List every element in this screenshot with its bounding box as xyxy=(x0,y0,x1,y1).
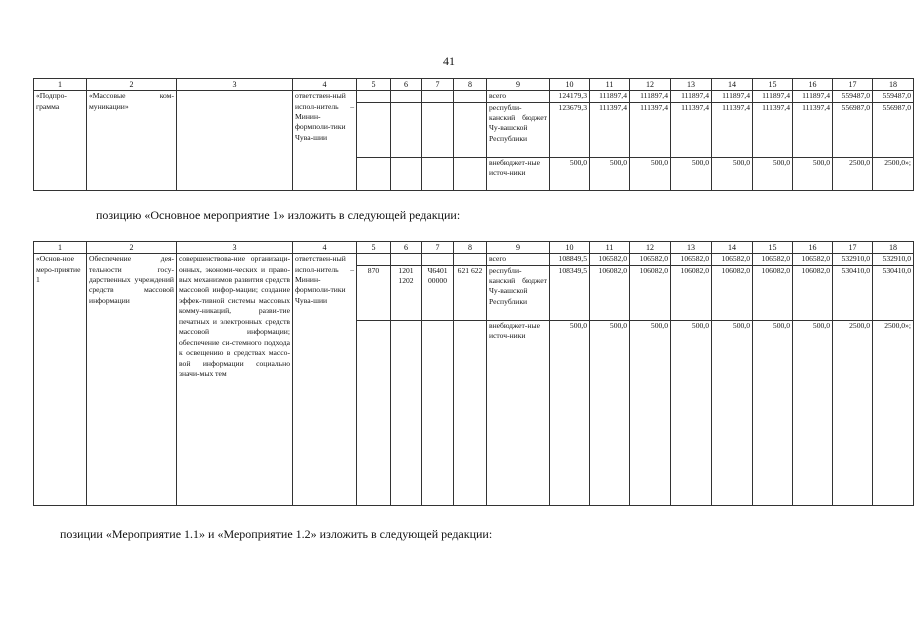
cell-goals: совершенствова-ние организаци-онных, экономи-ческих и право-вых механизмов развития средств массовой инфор-мации; создание эффек-тивной системы массовых комму-никаций, разви-тие печатных и электронных средств массовой информации; обеспечение си-стемного подхода к освещению в средствах массо-вой информации социально значи-мых тем xyxy=(177,254,293,505)
cell-value: 106082,0 xyxy=(712,265,753,320)
cell-value: 106582,0 xyxy=(753,254,793,265)
column-header-4: 4 xyxy=(293,242,357,254)
cell-value: 500,0 xyxy=(671,320,712,505)
cell-code-6 xyxy=(391,254,422,265)
column-header-11: 11 xyxy=(590,79,630,91)
cell-value: 500,0 xyxy=(550,320,590,505)
cell-value: 2500,0 xyxy=(833,320,873,505)
cell-value: 123679,3 xyxy=(550,102,590,157)
instruction-2: позиции «Мероприятие 1.1» и «Мероприятие 1.2» изложить в следующей редакции: xyxy=(60,527,493,541)
cell-value: 106082,0 xyxy=(590,265,630,320)
cell-name-2: Обеспечение дея-тельности госу-дарственных учреждений средств массовой информации xyxy=(87,254,177,505)
column-header-1: 1 xyxy=(34,79,87,91)
cell-value: 111897,4 xyxy=(671,91,712,102)
table-header-row xyxy=(34,79,914,91)
column-header-17: 17 xyxy=(833,79,873,91)
cell-value: 500,0 xyxy=(712,320,753,505)
column-header-16: 16 xyxy=(793,242,833,254)
column-header-10: 10 xyxy=(550,242,590,254)
cell-executor: ответствен-ный испол-нитель – Минин-формпoли-тики Чува-шии xyxy=(293,91,357,190)
cell-code-6 xyxy=(391,102,422,157)
cell-value: 500,0 xyxy=(793,157,833,190)
cell-value: 111897,4 xyxy=(753,91,793,102)
column-header-15: 15 xyxy=(753,79,793,91)
cell-code-7 xyxy=(422,102,454,157)
column-header-7: 7 xyxy=(422,242,454,254)
cell-value: 111397,4 xyxy=(712,102,753,157)
cell-value: 2500,0»; xyxy=(873,320,914,505)
column-header-12: 12 xyxy=(630,79,671,91)
table-main-event xyxy=(33,241,914,506)
cell-value: 500,0 xyxy=(753,157,793,190)
table-subprogram xyxy=(33,78,914,191)
cell-source: республи-канский бюджет Чу-вашской Республики xyxy=(487,265,550,320)
cell-value: 124179,3 xyxy=(550,91,590,102)
cell-value: 106582,0 xyxy=(590,254,630,265)
cell-goals xyxy=(177,91,293,190)
cell-code-8 xyxy=(454,157,487,190)
cell-value: 106082,0 xyxy=(671,265,712,320)
column-header-9: 9 xyxy=(487,79,550,91)
column-header-6: 6 xyxy=(391,79,422,91)
cell-code-5 xyxy=(357,102,391,157)
column-header-17: 17 xyxy=(833,242,873,254)
column-header-2: 2 xyxy=(87,79,177,91)
cell-code-8: 621 622 xyxy=(454,265,487,320)
cell-value: 532910,0 xyxy=(873,254,914,265)
column-header-18: 18 xyxy=(873,242,914,254)
cell-value: 559487,0 xyxy=(873,91,914,102)
cell-value: 108349,5 xyxy=(550,265,590,320)
cell-source: всего xyxy=(487,91,550,102)
column-header-7: 7 xyxy=(422,79,454,91)
instruction-1: позицию «Основное мероприятие 1» изложить в следующей редакции: xyxy=(96,208,461,222)
cell-value: 106082,0 xyxy=(630,265,671,320)
cell-source: республи-канский бюджет Чу-вашской Республики xyxy=(487,102,550,157)
cell-value: 2500,0»; xyxy=(873,157,914,190)
cell-code-7 xyxy=(422,157,454,190)
cell-value: 532910,0 xyxy=(833,254,873,265)
page-number: 41 xyxy=(443,54,455,68)
column-header-14: 14 xyxy=(712,242,753,254)
cell-value: 500,0 xyxy=(550,157,590,190)
cell-value: 556987,0 xyxy=(833,102,873,157)
cell-value: 500,0 xyxy=(590,157,630,190)
cell-value: 111397,4 xyxy=(671,102,712,157)
column-header-3: 3 xyxy=(177,242,293,254)
table-row xyxy=(34,91,914,102)
cell-name-2: «Массовые ком-муникации» xyxy=(87,91,177,190)
cell-source: внебюджет-ные источ-ники xyxy=(487,157,550,190)
cell-value: 106082,0 xyxy=(793,265,833,320)
column-header-8: 8 xyxy=(454,79,487,91)
cell-code-7: Ч6401 00000 xyxy=(422,265,454,320)
column-header-15: 15 xyxy=(753,242,793,254)
column-header-1: 1 xyxy=(34,242,87,254)
cell-value: 111397,4 xyxy=(630,102,671,157)
column-header-5: 5 xyxy=(357,242,391,254)
cell-value: 500,0 xyxy=(630,320,671,505)
cell-code-8 xyxy=(454,320,487,505)
column-header-6: 6 xyxy=(391,242,422,254)
cell-code-7 xyxy=(422,320,454,505)
cell-value: 111397,4 xyxy=(793,102,833,157)
cell-source: внебюджет-ные источ-ники xyxy=(487,320,550,505)
cell-code-8 xyxy=(454,91,487,102)
column-header-16: 16 xyxy=(793,79,833,91)
cell-code-5 xyxy=(357,254,391,265)
cell-value: 111897,4 xyxy=(712,91,753,102)
cell-code-7 xyxy=(422,91,454,102)
column-header-14: 14 xyxy=(712,79,753,91)
cell-value: 106582,0 xyxy=(671,254,712,265)
column-header-2: 2 xyxy=(87,242,177,254)
cell-code-6 xyxy=(391,91,422,102)
cell-value: 500,0 xyxy=(630,157,671,190)
cell-value: 559487,0 xyxy=(833,91,873,102)
cell-value: 111897,4 xyxy=(590,91,630,102)
column-header-18: 18 xyxy=(873,79,914,91)
cell-value: 106582,0 xyxy=(630,254,671,265)
cell-value: 500,0 xyxy=(671,157,712,190)
column-header-3: 3 xyxy=(177,79,293,91)
cell-code-6 xyxy=(391,320,422,505)
cell-value: 530410,0 xyxy=(873,265,914,320)
cell-name-1: «Подпро-грамма xyxy=(34,91,87,190)
cell-value: 500,0 xyxy=(712,157,753,190)
cell-code-5 xyxy=(357,91,391,102)
cell-executor: ответствен-ный испол-нитель – Минин-формпoли-тики Чува-шии xyxy=(293,254,357,505)
cell-value: 500,0 xyxy=(753,320,793,505)
cell-value: 111897,4 xyxy=(793,91,833,102)
column-header-5: 5 xyxy=(357,79,391,91)
cell-value: 556987,0 xyxy=(873,102,914,157)
column-header-12: 12 xyxy=(630,242,671,254)
cell-code-5 xyxy=(357,157,391,190)
column-header-13: 13 xyxy=(671,242,712,254)
cell-code-7 xyxy=(422,254,454,265)
column-header-10: 10 xyxy=(550,79,590,91)
column-header-9: 9 xyxy=(487,242,550,254)
cell-value: 500,0 xyxy=(793,320,833,505)
cell-value: 500,0 xyxy=(590,320,630,505)
column-header-13: 13 xyxy=(671,79,712,91)
cell-value: 111397,4 xyxy=(590,102,630,157)
column-header-8: 8 xyxy=(454,242,487,254)
cell-value: 2500,0 xyxy=(833,157,873,190)
cell-code-8 xyxy=(454,254,487,265)
cell-source: всего xyxy=(487,254,550,265)
cell-value: 106082,0 xyxy=(753,265,793,320)
column-header-11: 11 xyxy=(590,242,630,254)
cell-code-8 xyxy=(454,102,487,157)
cell-value: 530410,0 xyxy=(833,265,873,320)
column-header-4: 4 xyxy=(293,79,357,91)
cell-value: 106582,0 xyxy=(793,254,833,265)
cell-code-6: 1201 1202 xyxy=(391,265,422,320)
cell-code-5 xyxy=(357,320,391,505)
cell-value: 108849,5 xyxy=(550,254,590,265)
cell-name-1: «Основ-ное меро-приятие 1 xyxy=(34,254,87,505)
cell-value: 111897,4 xyxy=(630,91,671,102)
table-header-row xyxy=(34,242,914,254)
cell-value: 111397,4 xyxy=(753,102,793,157)
cell-code-5: 870 xyxy=(357,265,391,320)
cell-code-6 xyxy=(391,157,422,190)
table-row xyxy=(34,254,914,265)
cell-value: 106582,0 xyxy=(712,254,753,265)
